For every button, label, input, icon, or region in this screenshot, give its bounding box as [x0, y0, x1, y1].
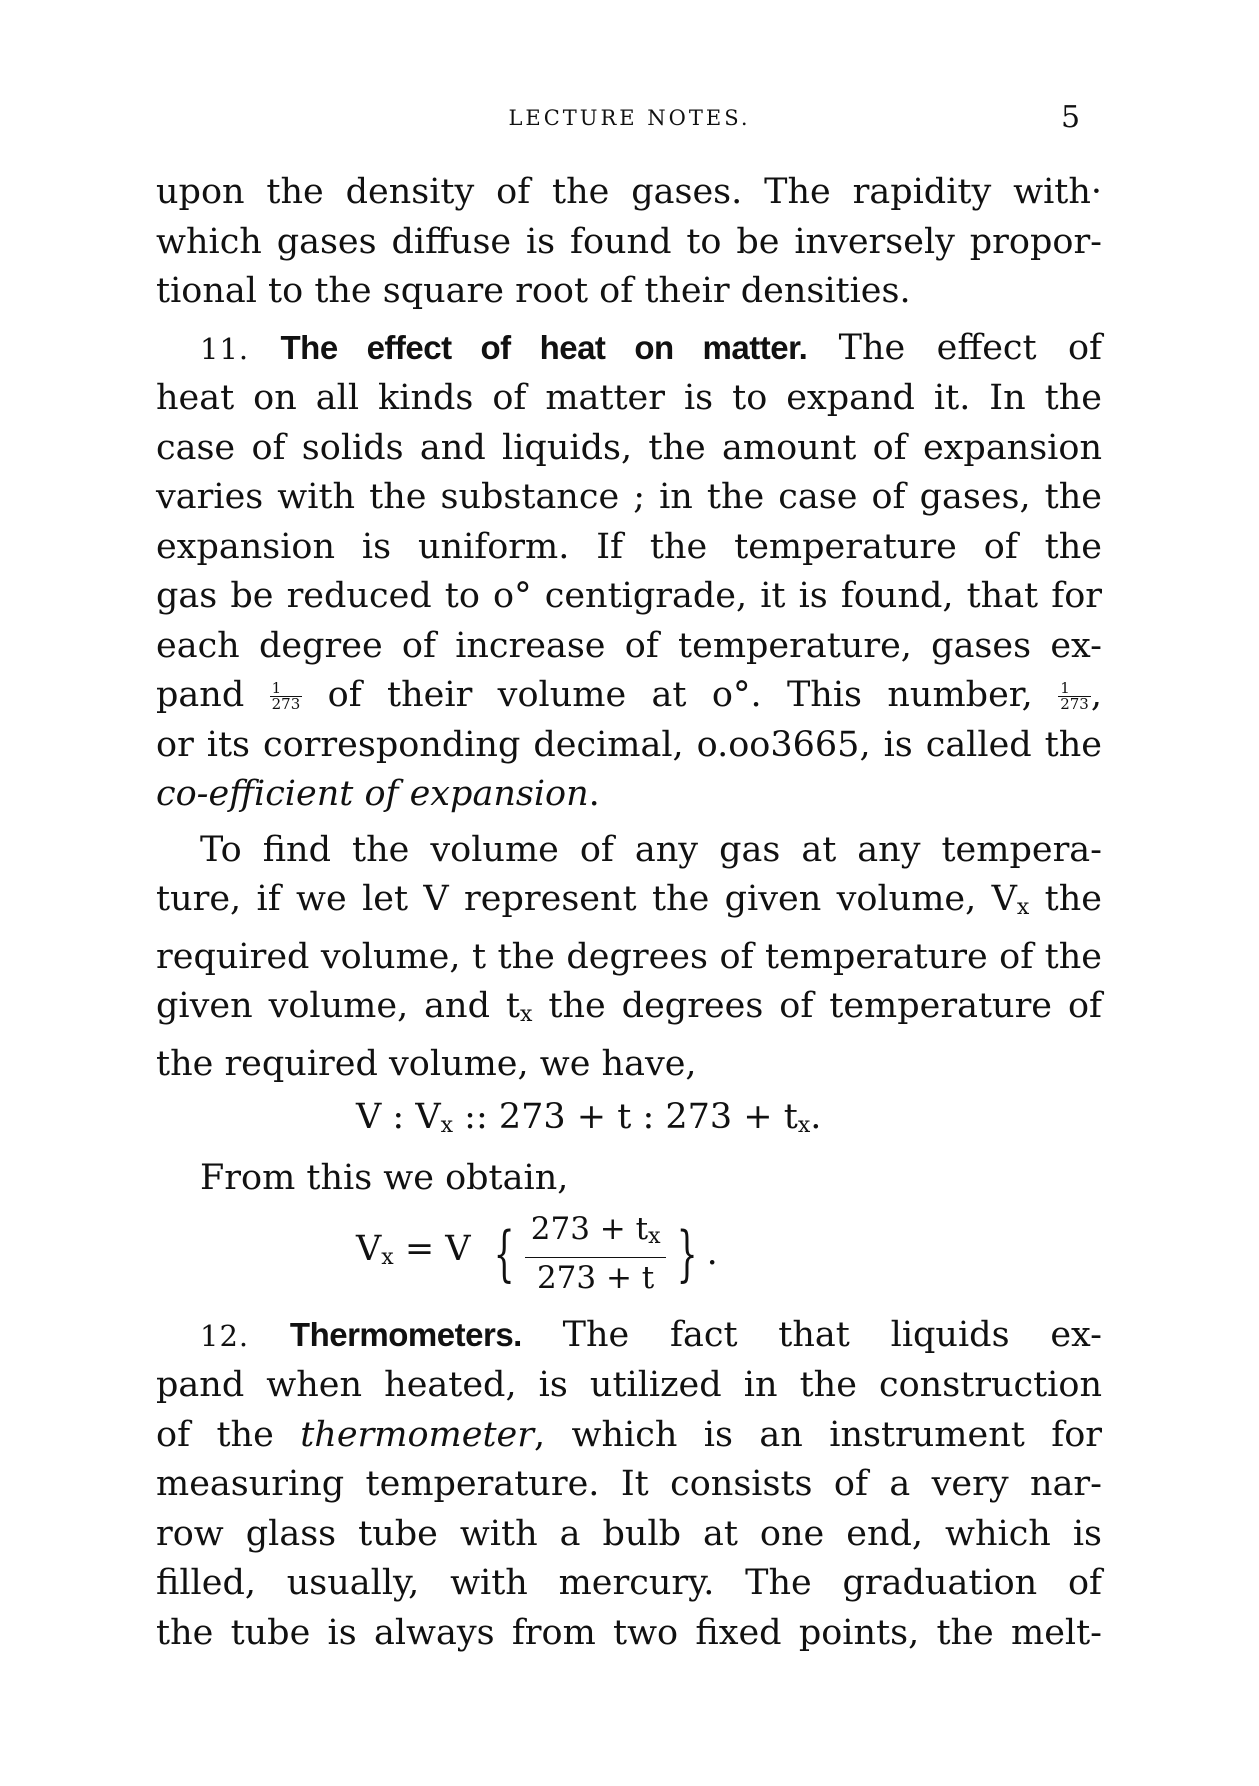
equation-end: . [706, 1232, 718, 1273]
left-brace: { [493, 1218, 515, 1289]
text-line: upon the density of the gases. The rapidity with· [156, 172, 1102, 212]
fraction [270, 681, 303, 712]
text-span: The effect of [838, 327, 1102, 368]
text-line: required volume, t the degrees of temperature of the [156, 936, 1102, 977]
text-line: or its corresponding decimal, o.oo3665, is called the [156, 724, 1102, 765]
running-title: LECTURE NOTES. [508, 106, 751, 130]
text-line [156, 1310, 1102, 1362]
text-line: filled, usually, with mercury. The graduation of [156, 1563, 1102, 1603]
italic-term: thermometer [300, 1414, 534, 1455]
fraction-denominator: 273 [1060, 695, 1089, 713]
section-number: 12. [200, 1318, 250, 1353]
section-heading: Thermometers. [289, 1315, 522, 1353]
text-line: measuring temperature. It consists of a very nar- [156, 1464, 1102, 1504]
fraction-numerator: 273 + tx [525, 1209, 667, 1258]
section-number: 11. [200, 331, 250, 366]
fraction-numerator: 1 [270, 681, 303, 697]
text-line: heat on all kinds of matter is to expand it. In the [156, 378, 1102, 418]
text-line: which gases diffuse is found to be inversely propor- [156, 221, 1102, 262]
text-line: row glass tube with a bulb at one end, which is [156, 1513, 1102, 1554]
text-span: pand [156, 675, 245, 715]
text-line: varies with the substance ; in the case of gases, the [156, 477, 1102, 517]
text-line: tional to the square root of their densities. [156, 271, 911, 311]
equation-fraction [525, 1209, 667, 1298]
text-line: of the thermometer, which is an instrument for [156, 1414, 1102, 1455]
section-11 [156, 323, 1102, 820]
text-line: From this we obtain, [200, 1158, 569, 1198]
fraction-denominator: 273 [271, 695, 301, 713]
text-line: the tube is always from two fixed points, the melt- [156, 1612, 1102, 1653]
section-heading: The effect of heat on matter. [280, 328, 808, 366]
text-line: expansion is uniform. If the temperature of the [156, 526, 1102, 567]
right-brace: } [677, 1218, 699, 1289]
equation-proportion: V : Vx :: 273 + t : 273 + tx. [356, 1097, 822, 1138]
page-number: 5 [1061, 100, 1081, 135]
equation-volume [156, 1204, 1102, 1304]
paragraph-volume [156, 826, 1102, 1090]
text-line: pand when heated, is utilized in the construction [156, 1365, 1102, 1405]
text-line: given volume, and tx the degrees of temperature of [156, 986, 1102, 1027]
fraction [1058, 681, 1091, 712]
equation-lhs: Vx = V [356, 1228, 471, 1270]
section-12 [156, 1310, 1102, 1659]
text-line: ture, if we let V represent the given volume, Vx the [156, 879, 1102, 920]
text-span: of their volume at o°. This number, [327, 675, 1033, 715]
paragraph-diffusion [156, 168, 1102, 317]
text-line: the required volume, we have, [156, 1043, 697, 1084]
text-line: each degree of increase of temperature, gases ex- [156, 625, 1102, 666]
text-line: pand $\frac{1}{273}$ of their volume at o°. This number, $\frac{1}{273}$ , [156, 675, 1102, 715]
fraction-numerator: 1 [1058, 681, 1091, 697]
italic-term: co-efficient of expansion [156, 774, 589, 814]
text-line: gas be reduced to o° centigrade, it is found, that for [156, 576, 1102, 616]
text-line: To find the volume of any gas at any tempera- [200, 829, 1102, 870]
text-span: The fact that liquids ex- [562, 1314, 1102, 1355]
text-line: case of solids and liquids, the amount of expansion [156, 427, 1102, 468]
running-head [0, 100, 1259, 150]
text-line [156, 323, 1102, 375]
body-text [156, 168, 1102, 1658]
text-line: co-efficient of expansion. [156, 774, 600, 814]
fraction-denominator: 273 + t [536, 1260, 655, 1296]
